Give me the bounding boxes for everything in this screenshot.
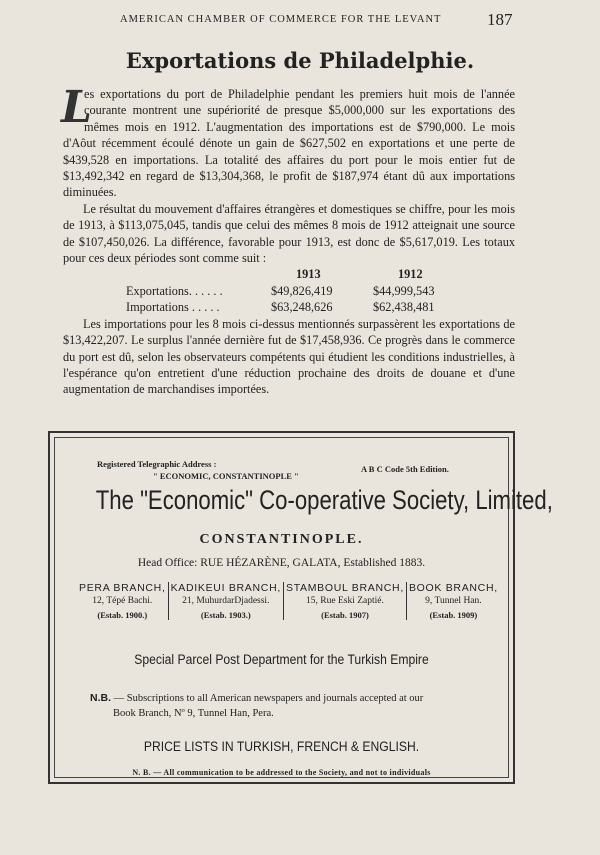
- branch-name: KADIKEUI BRANCH,: [170, 582, 281, 594]
- branch-name: PERA BRANCH,: [79, 582, 166, 594]
- paragraph-2: Le résultat du mouvement d'affaires étrangères et domestiques se chiffre, pour les mois de 1913, à $113,075,045, tandis que celui des mêmes 8 mois de 1912 atteignait une source de $107,450,026. La différence, favorable pour 1913, est donc de $5,617,019. Les totaux pour ces deux périodes sont comme suit :: [63, 201, 515, 266]
- subscription-note: [90, 691, 485, 721]
- branch-established: (Estab. 1900.): [97, 610, 148, 620]
- totals-value-1912: $62,438,481: [373, 300, 435, 315]
- article-title: Exportations de Philadelphie.: [125, 48, 475, 73]
- branch-book: [407, 582, 500, 620]
- telegraphic-label: Registered Telegraphic Address :: [97, 459, 217, 469]
- branch-address: 12, Tépé Bachi.: [92, 596, 153, 606]
- paragraph-3: Les importations pour les 8 mois ci-dessus mentionnés surpassèrent les exportations de $13,422,207. Le surplus l'année dernière fut de $17,458,936. Ce progrès dans le commerce du port est dû, selon les observateurs compétents qui étudient les conditions industrielles, à l'espérance qu'on entretient d'une réduction prochaine des droits de douane et d'une augmentation de marchandises importées.: [63, 316, 515, 397]
- article-body: [61, 82, 515, 398]
- company-city: CONSTANTINOPLE.: [199, 532, 364, 547]
- telegraphic-value: " ECONOMIC, CONSTANTINOPLE ": [153, 471, 299, 481]
- note-text: — Subscriptions to all American newspapers and journals accepted at our: [113, 693, 424, 704]
- totals-value-1913: $49,826,419: [271, 283, 333, 298]
- page-number: 187: [487, 10, 513, 29]
- branch-established: (Estab. 1907): [321, 610, 369, 620]
- branch-kadikeui: [169, 582, 284, 620]
- drop-cap: L: [61, 82, 92, 133]
- advertisement-inner-border: [54, 437, 553, 778]
- totals-row-label: Exportations. . . . . .: [126, 283, 223, 298]
- head-office: Head Office: RUE HÉZARÈNE, GALATA, Established 1883.: [137, 557, 426, 569]
- branch-stamboul: [284, 582, 407, 620]
- totals-table: [63, 266, 515, 315]
- communication-note: N. B. — All communication to be addressed to the Society, and not to individuals: [132, 768, 431, 777]
- advertisement-box: [48, 431, 553, 784]
- special-parcel-heading: Special Parcel Post Department for the Turkish Empire: [134, 652, 429, 667]
- price-lists-heading: PRICE LISTS IN TURKISH, FRENCH & ENGLISH.: [143, 739, 420, 754]
- branch-established: (Estab. 1909): [429, 610, 478, 620]
- branch-name: BOOK BRANCH,: [408, 582, 498, 594]
- branch-address: 9, Tunnel Han.: [425, 596, 482, 606]
- branch-name: STAMBOUL BRANCH,: [285, 582, 404, 594]
- branch-pera: [77, 582, 169, 620]
- totals-value-1912: $44,999,543: [373, 283, 435, 298]
- branch-list: [77, 582, 497, 620]
- branch-address: 21, MuhurdarDjadessi.: [182, 596, 270, 606]
- abc-code: A B C Code 5th Edition.: [361, 464, 449, 474]
- totals-row-label: Importations . . . . .: [126, 300, 220, 315]
- note-text-continued: Book Branch, Nº 9, Tunnel Han, Pera.: [113, 708, 274, 719]
- note-label: N.B.: [90, 692, 111, 704]
- totals-col-1913: 1913: [296, 267, 321, 282]
- company-name: The "Economic" Co-operative Society, Limited,: [95, 485, 553, 515]
- totals-value-1913: $63,248,626: [271, 300, 333, 315]
- telegraphic-address: [97, 458, 299, 482]
- totals-col-1912: 1912: [398, 267, 423, 282]
- paragraph-1-text: es exportations du port de Philadelphie pendant les premiers huit mois de l'année courante montrent une supériorité de presque $5,000,000 sur les exportations des mêmes mois en 1912. L'augmentation des importations est de $790,000. Le mois d'Aôut récemment écoulé dénote un gain de $627,502 en exportations et une perte de $439,528 en importations. La totalité des affaires du port pour le mois entier fut de $13,492,342 en regard de $13,304,368, le profit de $187,974 étant dû aux importations diminuées.: [63, 87, 515, 200]
- totals-row-importations: [63, 299, 515, 315]
- branch-address: 15, Rue Eski Zaptié.: [306, 596, 384, 606]
- paragraph-1: [61, 82, 515, 201]
- branch-established: (Estab. 1903.): [200, 610, 251, 620]
- running-header: AMERICAN CHAMBER OF COMMERCE FOR THE LEVANT: [120, 14, 442, 25]
- totals-header-row: [63, 266, 515, 282]
- totals-row-exportations: [63, 283, 515, 299]
